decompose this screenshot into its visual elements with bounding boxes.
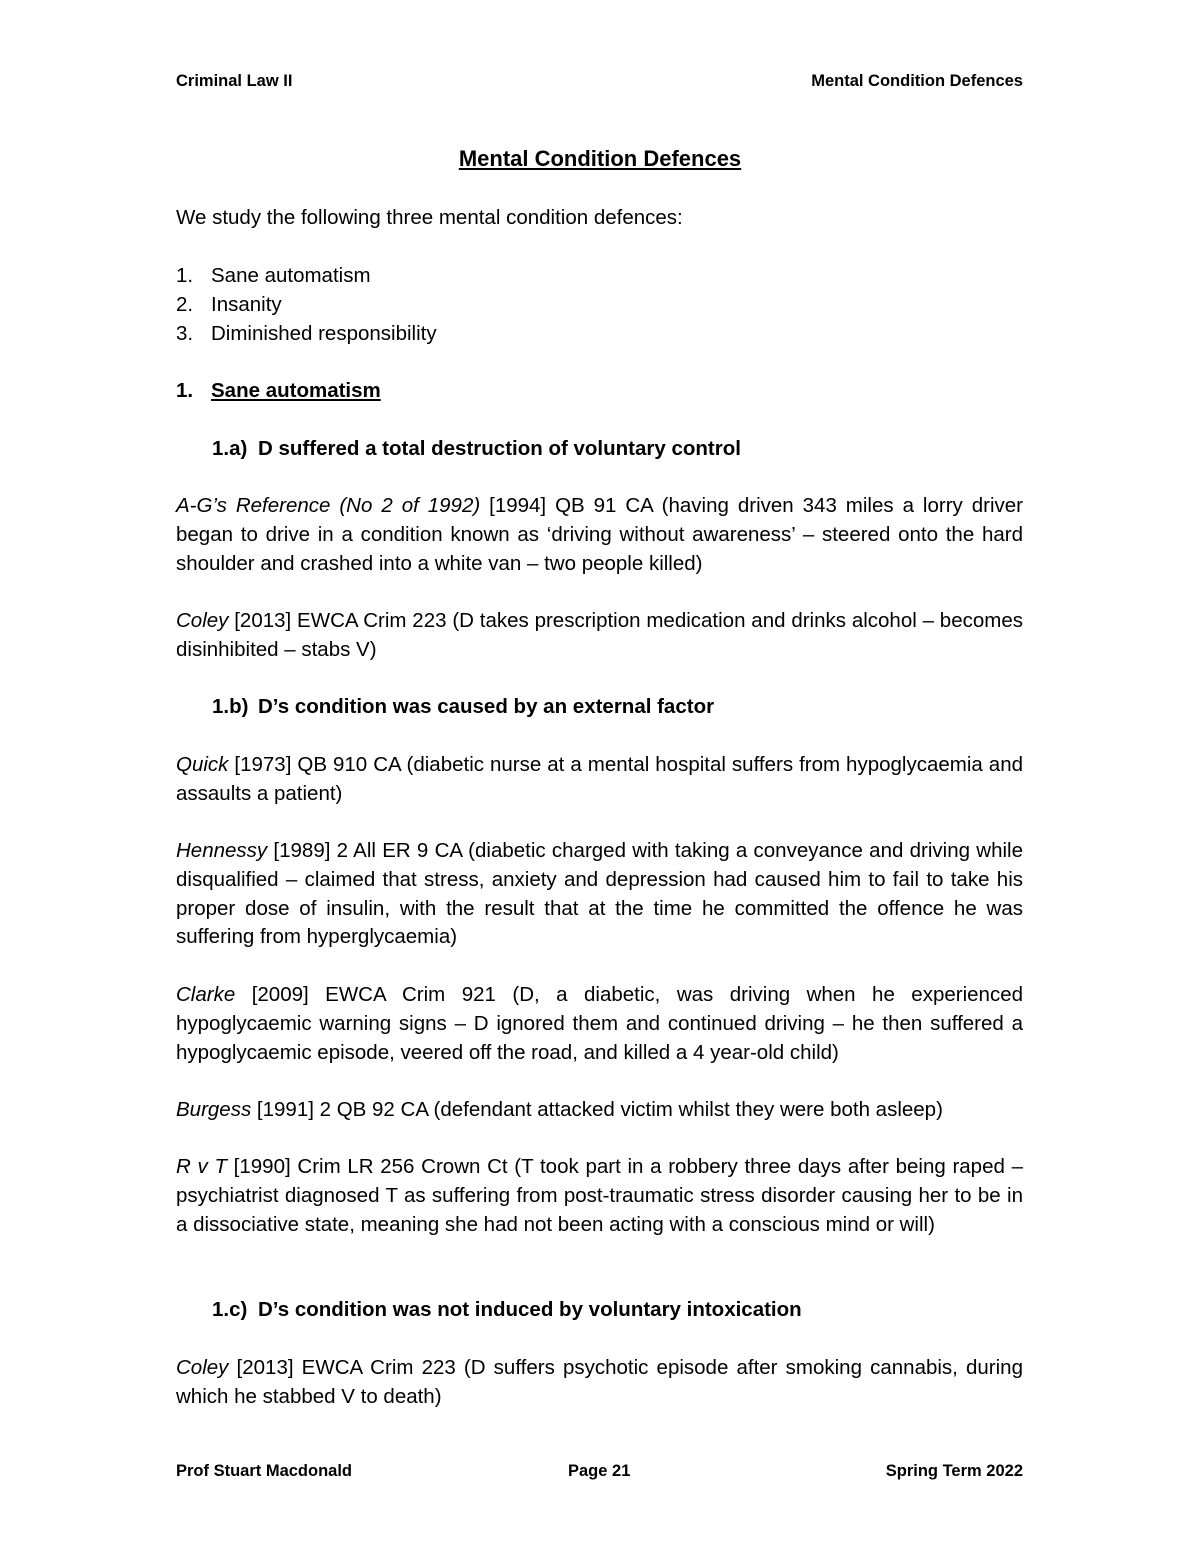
case-paragraph: Hennessy [1989] 2 All ER 9 CA (diabetic charged with taking a conveyance and driving while disqualified – claimed that stress, anxiety and depression had caused him to fail to take his proper dose of insulin, with the result that at the time he committed the offence he was suffering from hyperglycaemia) xyxy=(176,839,1023,949)
case-name: A-G’s Reference (No 2 of 1992) xyxy=(176,494,481,517)
footer-term: Spring Term 2022 xyxy=(885,1462,1023,1480)
header-topic: Mental Condition Defences xyxy=(811,72,1023,90)
list-item: 3. Diminished responsibility xyxy=(176,321,437,345)
case-name: Clarke xyxy=(176,983,236,1006)
case-paragraph: Quick [1973] QB 910 CA (diabetic nurse at a mental hospital suffers from hypoglycaemia and assaults a patient) xyxy=(176,753,1023,805)
defence-list xyxy=(176,262,1023,348)
case-paragraph: Burgess [1991] 2 QB 92 CA (defendant attacked victim whilst they were both asleep) xyxy=(176,1098,943,1121)
page-number: Page 21 xyxy=(568,1462,631,1480)
subheading-1b: 1.b) D’s condition was caused by an external factor xyxy=(212,695,715,718)
case-name: Quick xyxy=(176,753,229,776)
footer-author: Prof Stuart Macdonald xyxy=(176,1462,353,1480)
case-name: Coley xyxy=(176,1356,229,1379)
case-paragraph: R v T [1990] Crim LR 256 Crown Ct (T took part in a robbery three days after being raped – psychiatrist diagnosed T as suffering from post-traumatic stress disorder causing her to be in a dissociative state, meaning she had not been acting with a conscious mind or will) xyxy=(176,1155,1023,1236)
subheading-1c: 1.c) D’s condition was not induced by voluntary intoxication xyxy=(212,1298,802,1321)
case-name: Burgess xyxy=(176,1098,252,1121)
header-course: Criminal Law II xyxy=(176,72,293,90)
intro-paragraph: We study the following three mental condition defences: xyxy=(176,206,683,229)
page-title: Mental Condition Defences xyxy=(458,146,742,171)
case-paragraph: Coley [2013] EWCA Crim 223 (D suffers psychotic episode after smoking cannabis, during which he stabbed V to death) xyxy=(176,1356,1023,1408)
case-paragraph: Clarke [2009] EWCA Crim 921 (D, a diabetic, was driving when he experienced hypoglycaemic warning signs – D ignored them and continued driving – he then suffered a hypoglycaemic episode, veered off the road, and killed a 4 year-old child) xyxy=(176,983,1023,1064)
list-item: 1. Sane automatism xyxy=(176,264,371,287)
section-heading-sane-automatism: 1. Sane automatism xyxy=(176,379,381,402)
page-footer xyxy=(176,1462,1023,1486)
case-name: Hennessy xyxy=(176,839,268,862)
page-header xyxy=(176,72,1023,96)
case-name: Coley xyxy=(176,609,229,632)
case-paragraph: Coley [2013] EWCA Crim 223 (D takes prescription medication and drinks alcohol – becomes disinhibited – stabs V) xyxy=(176,609,1023,661)
subheading-1a: 1.a) D suffered a total destruction of voluntary control xyxy=(212,437,741,460)
case-name: R v T xyxy=(176,1155,227,1178)
list-item: 2. Insanity xyxy=(176,292,282,316)
case-paragraph: A-G’s Reference (No 2 of 1992) [1994] QB 91 CA (having driven 343 miles a lorry driver began to drive in a condition known as ‘driving without awareness’ – steered onto the hard shoulder and crashed into a white van – two people killed) xyxy=(176,494,1023,575)
